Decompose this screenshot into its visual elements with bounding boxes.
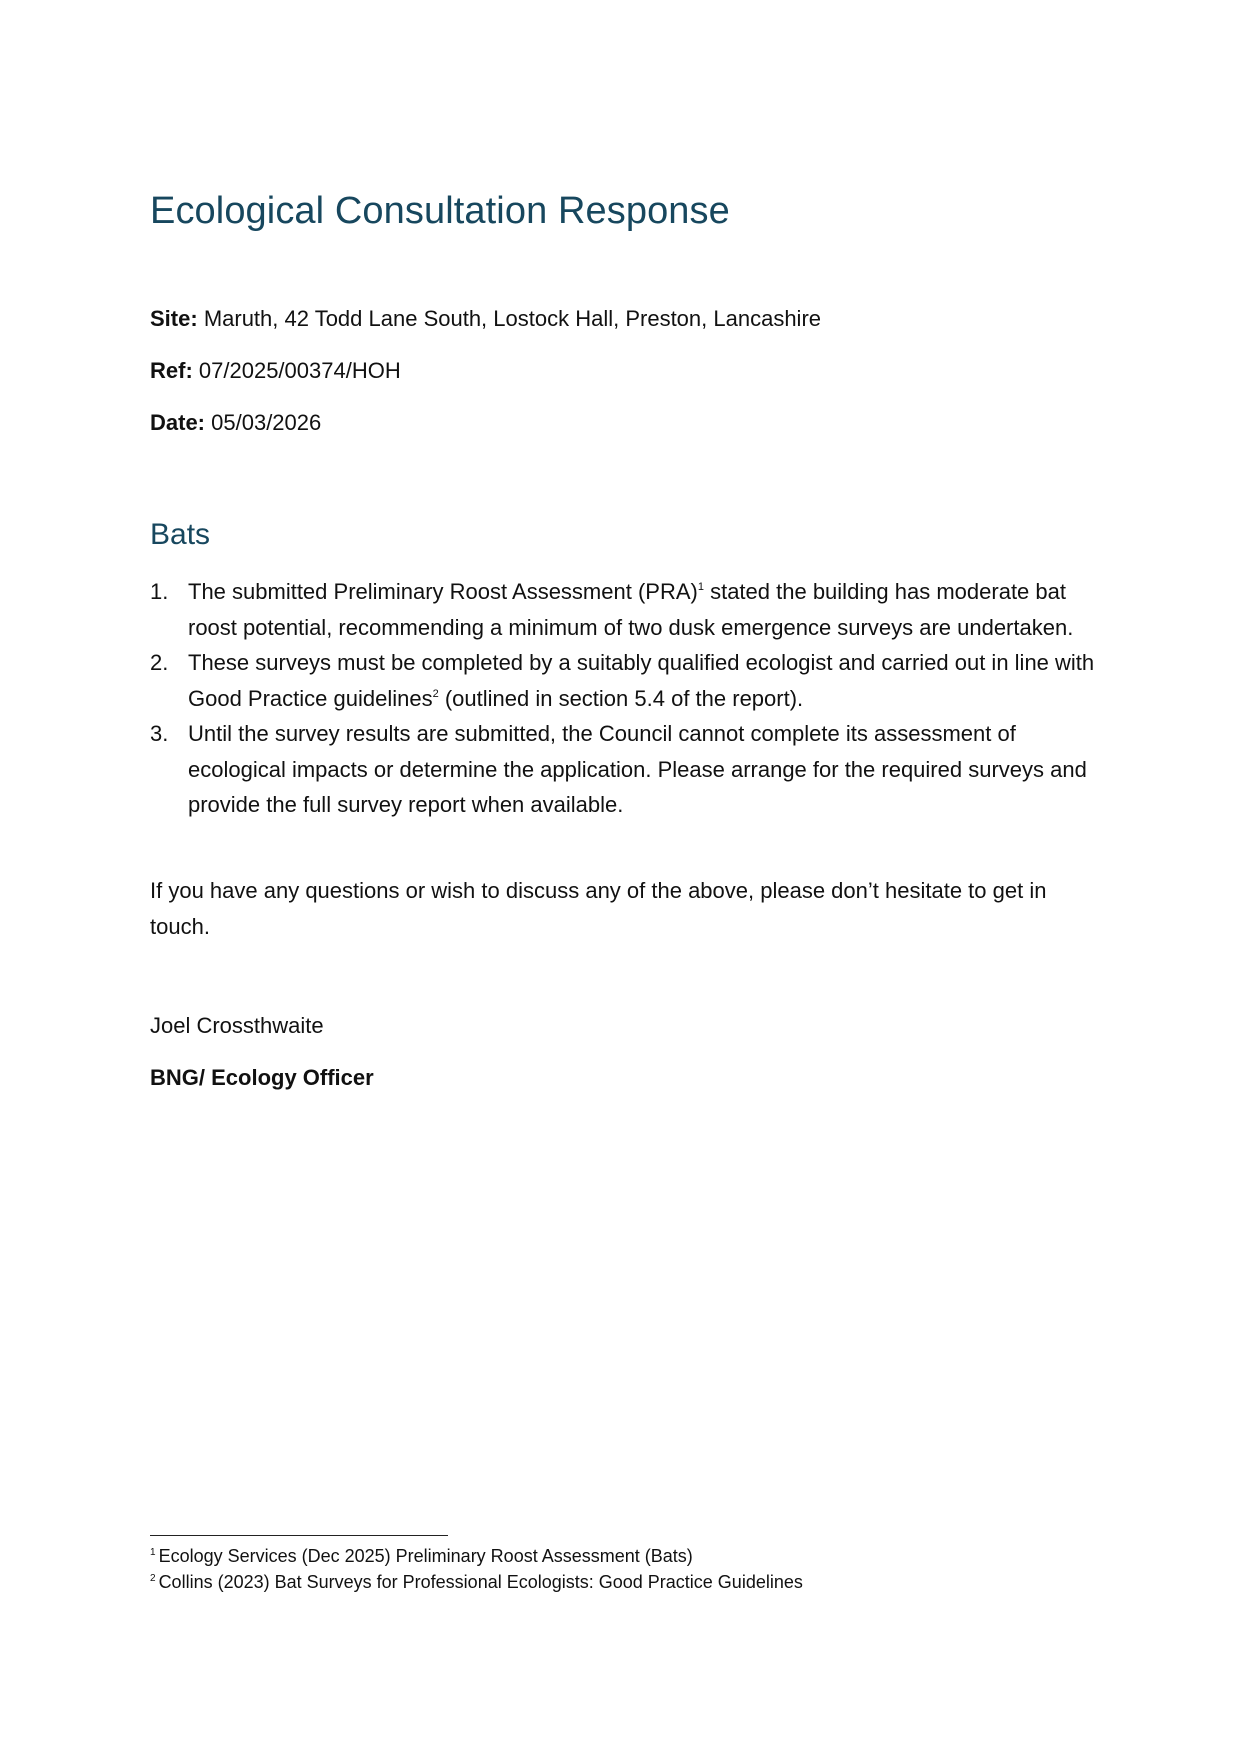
list-item-number: 3. xyxy=(150,721,169,746)
numbered-list xyxy=(150,574,1100,823)
footnote-marker: 1 xyxy=(150,1547,156,1558)
footnote-ref[interactable]: 2 xyxy=(432,687,439,700)
list-item xyxy=(150,716,1100,823)
list-item-text: Until the survey results are submitted, the Council cannot complete its assessment of ecological impacts or determine the application. Please arrange for the required surveys and provide the full survey report when available. xyxy=(188,721,1087,817)
list-item-text: The submitted Preliminary Roost Assessment (PRA)$^1$ stated the building has moderate bat roost potential, recommending a minimum of two dusk emergence surveys are undertaken. xyxy=(188,579,1074,640)
ref-line xyxy=(150,357,401,385)
footnote-text: Collins (2023) Bat Surveys for Professional Ecologists: Good Practice Guidelines xyxy=(158,1572,803,1592)
footnote-1 xyxy=(150,1544,693,1568)
site-label: Site: xyxy=(150,306,198,331)
site-line xyxy=(150,305,821,333)
list-item-text: These surveys must be completed by a suitably qualified ecologist and carried out in line with Good Practice guidelines$^2$ (outlined in section 5.4 of the report). xyxy=(188,650,1095,711)
footnote-ref[interactable]: 1 xyxy=(697,581,704,593)
ref-label: Ref: xyxy=(150,358,193,383)
list-item-number: 2. xyxy=(150,650,169,675)
list-item-number: 1. xyxy=(150,579,169,604)
footnote-text: Ecology Services (Dec 2025) Preliminary Roost Assessment (Bats) xyxy=(158,1546,693,1566)
footnote-marker: 2 xyxy=(150,1573,156,1584)
page-title: Ecological Consultation Response xyxy=(150,190,730,232)
site-value: Maruth, 42 Todd Lane South, Lostock Hall, Preston, Lancashire xyxy=(203,306,822,331)
ref-value: 07/2025/00374/HOH xyxy=(198,358,401,383)
date-value: 05/03/2026 xyxy=(211,410,322,435)
date-label: Date: xyxy=(150,410,206,435)
signer-name: Joel Crossthwaite xyxy=(150,1013,324,1038)
date-line xyxy=(150,409,321,437)
section-heading-bats: Bats xyxy=(150,518,211,551)
closing-paragraph: If you have any questions or wish to discuss any of the above, please don’t hesitate to get in touch. xyxy=(150,878,1047,939)
footnote-separator xyxy=(150,1535,448,1536)
list-item xyxy=(150,574,1100,645)
list-item xyxy=(150,645,1100,716)
footnote-2 xyxy=(150,1570,803,1594)
signer-role: BNG/ Ecology Officer xyxy=(150,1065,374,1090)
